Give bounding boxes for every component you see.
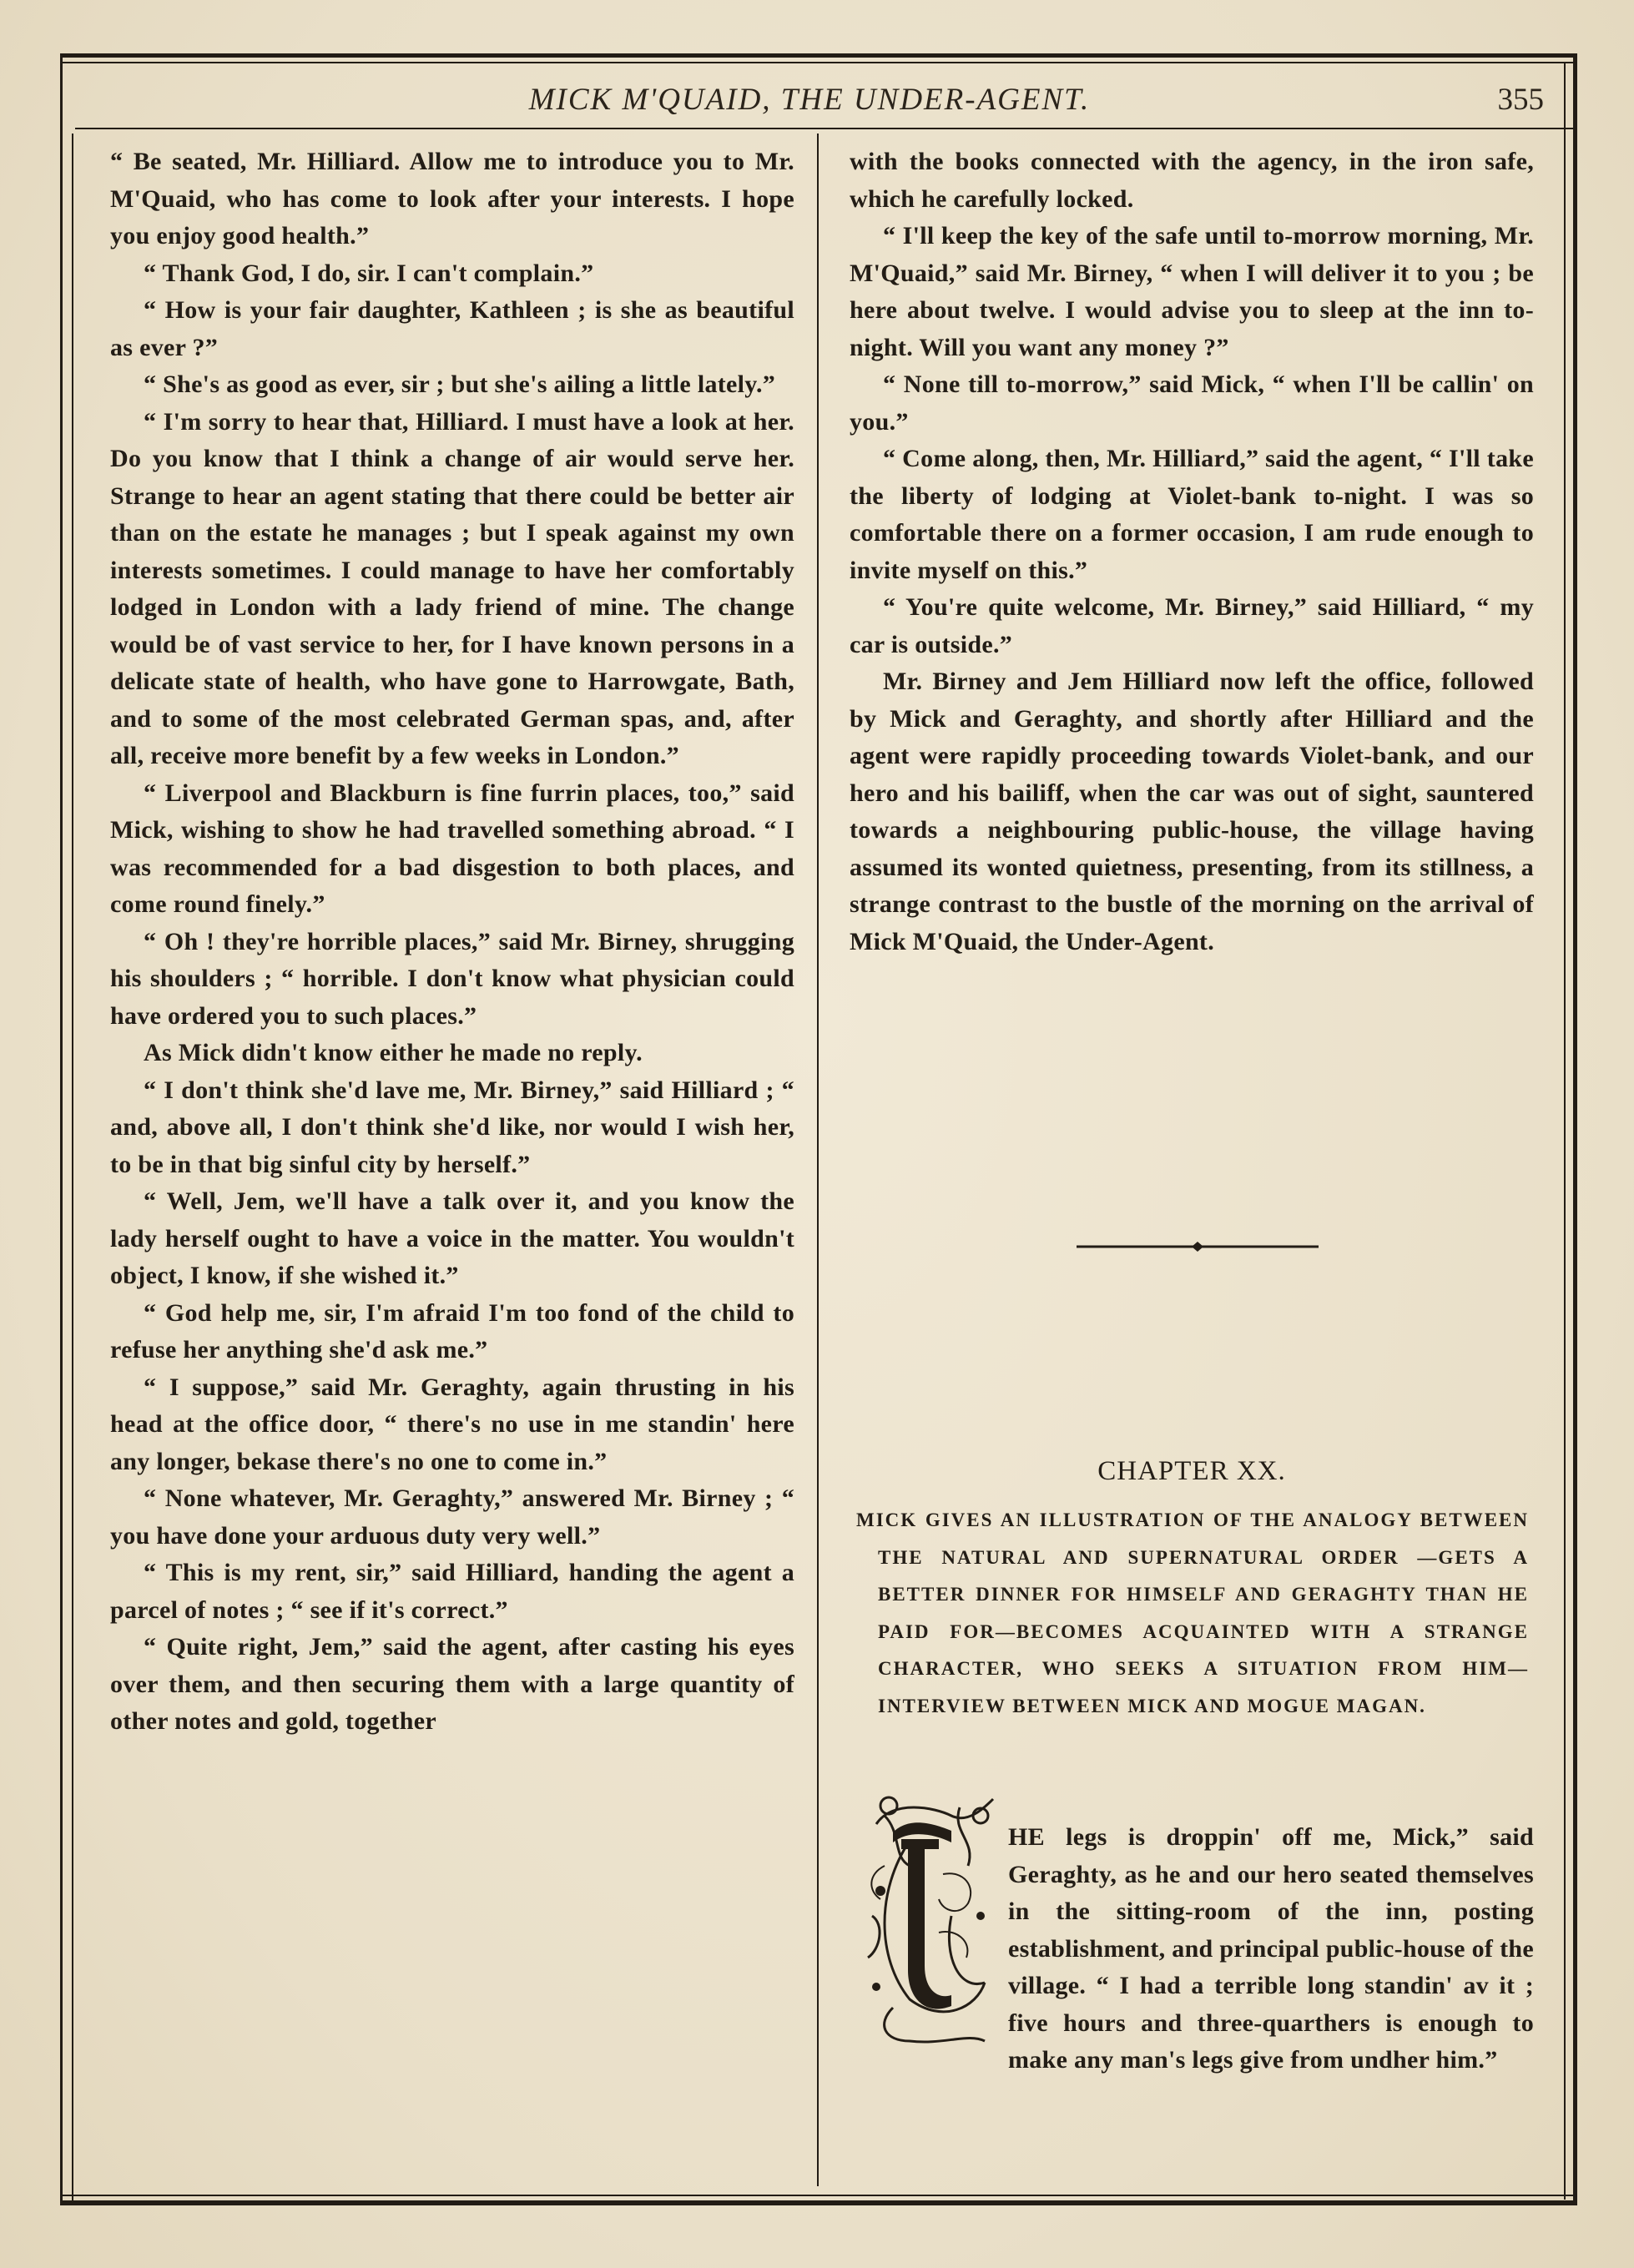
top-rule-thin (60, 62, 1577, 63)
dropcap-space (850, 1819, 1008, 2044)
paragraph: “ Well, Jem, we'll have a talk over it, and you know the lady herself ought to have a voice in the matter. You wouldn't object, I know, if she wished it.” (110, 1187, 794, 1289)
paragraph: “ You're quite welcome, Mr. Birney,” said Hilliard, “ my car is outside.” (850, 593, 1534, 658)
chapter-title: CHAPTER XX. (1097, 1456, 1286, 1486)
right-column (850, 144, 1534, 960)
paragraph: “ I suppose,” said Mr. Geraghty, again thrusting in his head at the office door, “ there's no use in me standin' here any longer, bekase there's no one to come in.” (110, 1373, 794, 1475)
bottom-rule-thin (60, 2195, 1577, 2196)
section-divider-ornament (1077, 1238, 1319, 1255)
paragraph: “ I don't think she'd lave me, Mr. Birney,” said Hilliard ; “ and, above all, I don't think she'd like, nor would I wish her, to be in that big sinful city by herself.” (110, 1076, 794, 1178)
page-number: 355 (1497, 83, 1544, 117)
paragraph: “ Oh ! they're horrible places,” said Mr. Birney, shrugging his shoulders ; “ horrible. I don't know what physician could have ordered you to such places.” (110, 927, 794, 1030)
running-header (75, 82, 1544, 123)
paragraph: “ Thank God, I do, sir. I can't complain.” (144, 259, 594, 287)
paragraph: “ This is my rent, sir,” said Hilliard, handing the agent a parcel of notes ; “ see if it's correct.” (110, 1559, 794, 1624)
paragraph: “ Liverpool and Blackburn is fine furrin places, too,” said Mick, wishing to show he had travelled something abroad. “ I was recommended for a bad disgestion to both places, and come round finely.” (110, 779, 794, 918)
paragraph: “ Be seated, Mr. Hilliard. Allow me to introduce you to Mr. M'Quaid, who has come to look after your interests. I hope you enjoy good health.” (110, 148, 794, 249)
chapter-synopsis (856, 1502, 1529, 1725)
paragraph: “ How is your fair daughter, Kathleen ; is she as beautiful as ever ?” (110, 296, 794, 361)
header-rule (75, 128, 1574, 129)
paragraph: Mr. Birney and Jem Hilliard now left the office, followed by Mick and Geraghty, and shortly after Hilliard and the agent were rapidly proceeding towards Violet-bank, and our hero and his bailiff, when the car was out of sight, sauntered towards a neighbouring public-house, the village having assumed its wonted quietness, presenting, from its stillness, a strange contrast to the bustle of the morning on the arrival of Mick M'Quaid, the Under-Agent. (850, 668, 1534, 955)
paragraph: with the books connected with the agency, in the iron safe, which he carefully locked. (850, 148, 1534, 213)
chapter-opening (850, 1819, 1534, 2079)
paragraph: “ I'll keep the key of the safe until to-morrow morning, Mr. M'Quaid,” said Mr. Birney, “ when I will deliver it to you ; be here about twelve. I would advise you to sleep at the inn to-night. Will you want any money ?” (850, 222, 1534, 361)
left-border-inner (72, 134, 73, 2203)
paragraph: “ None whatever, Mr. Geraghty,” answered Mr. Birney ; “ you have done your arduous duty very well.” (110, 1484, 794, 1550)
paragraph: HE legs is droppin' off me, Mick,” said Geraghty, as he and our hero seated themselves in the sitting-room of the inn, posting establishment, and principal public-house of the village. “ I had a terrible long standin' av it ; five hours and three-quarthers is enough to make any man's legs give from undher him.” (1008, 1823, 1534, 2074)
running-title: MICK M'QUAID, THE UNDER-AGENT. (528, 83, 1091, 117)
right-border-outer (1573, 53, 1577, 2205)
left-border-outer (60, 53, 63, 2205)
top-rule-thick (60, 53, 1577, 58)
bottom-rule-thick (60, 2200, 1577, 2205)
synopsis-text: MICK GIVES AN ILLUSTRATION OF THE ANALOGY BETWEEN THE NATURAL AND SUPERNATURAL ORDER —GETS A BETTER DINNER FOR HIMSELF AND GERAGHTY THAN HE PAID FOR—BECOMES ACQUAINTED WITH A STRANGE CHARACTER, WHO SEEKS A SITUATION FROM HIM—INTERVIEW BETWEEN MICK AND MOGUE MAGAN. (856, 1509, 1529, 1716)
right-border-inner (1564, 63, 1566, 2200)
paragraph: “ Quite right, Jem,” said the agent, after casting his eyes over them, and then securing them with a large quantity of other notes and gold, together (110, 1633, 794, 1735)
column-divider (817, 134, 819, 2186)
left-column (110, 144, 794, 1741)
paragraph: “ I'm sorry to hear that, Hilliard. I must have a look at her. Do you know that I think a change of air would serve her. Strange to hear an agent stating that there could be better air than on the estate he manages ; but I speak against my own interests sometimes. I could manage to have her comfortably lodged in London with a lady friend of mine. The change would be of vast service to her, for I have known persons in a delicate state of health, who have gone to Harrowgate, Bath, and to some of the most celebrated German spas, and, after all, receive more benefit by a few weeks in London.” (110, 407, 794, 769)
paragraph: “ None till to-morrow,” said Mick, “ when I'll be callin' on you.” (850, 370, 1534, 436)
paragraph: “ She's as good as ever, sir ; but she's ailing a little lately.” (144, 370, 776, 398)
paragraph: As Mick didn't know either he made no reply. (144, 1039, 643, 1066)
paragraph: “ Come along, then, Mr. Hilliard,” said the agent, “ I'll take the liberty of lodging at Violet-bank to-night. I was so comfortable there on a former occasion, I am rude enough to invite myself on this.” (850, 445, 1534, 584)
paragraph: “ God help me, sir, I'm afraid I'm too fond of the child to refuse her anything she'd ask me.” (110, 1298, 794, 1363)
